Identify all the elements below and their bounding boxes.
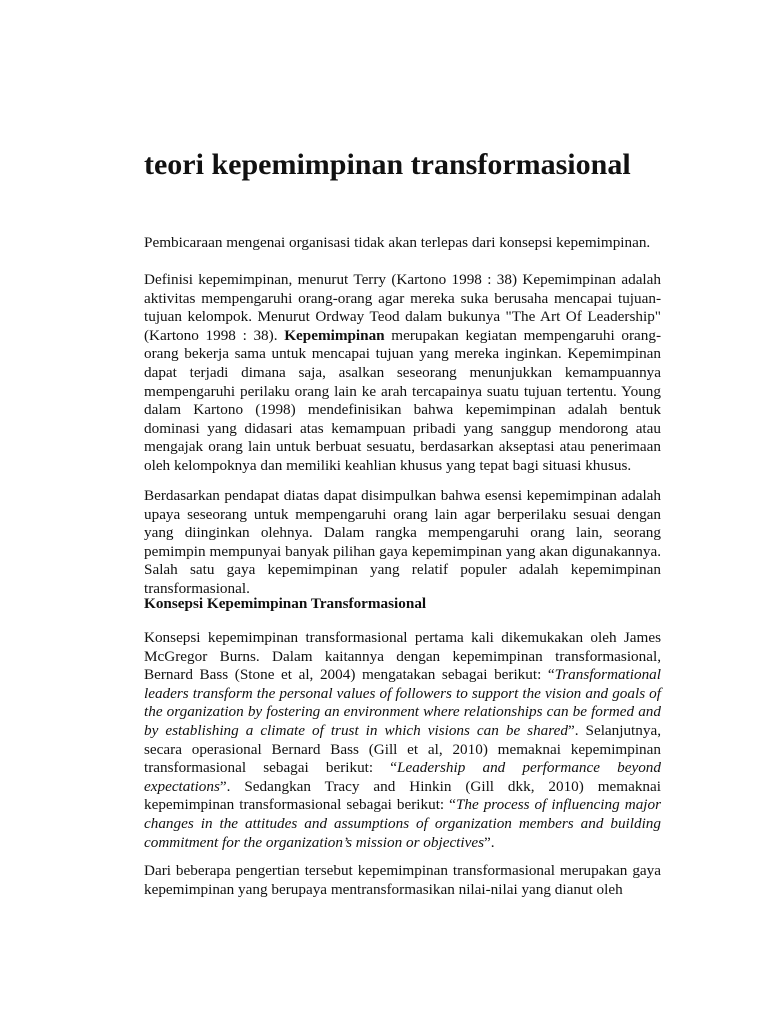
paragraph-definition-text-1: Definisi kepemimpinan, menurut Terry (Kartono 1998 : 38) Kepemimpinan adalah aktivitas mempengaruhi orang-orang agar mereka suka berusaha mencapai tujuan-tujuan kelompok. Menurut Ordway Teod dalam bukunya "The Art Of Leadership" (Kartono 1998 : 38).	[144, 271, 661, 344]
paragraph-conclusion: Berdasarkan pendapat diatas dapat disimpulkan bahwa esensi kepemimpinan adalah upaya seseorang untuk mempengaruhi orang lain agar berperilaku sesuai dengan yang diinginkan olehnya. Dalam rangka mempengaruhi orang lain, seorang pemimpin mempunyai banyak pilihan gaya kepemimpinan yang akan digunakannya. Salah satu gaya kepemimpinan yang relatif populer adalah kepemimpinan transformasional.	[144, 487, 661, 597]
paragraph-intro: Pembicaraan mengenai organisasi tidak akan terlepas dari konsepsi kepemimpinan.	[144, 234, 651, 251]
quote-bass: Transformational leaders transform the personal values of followers to support the vision and goals of the organization by fostering an environment where relationships can be formed and by establishing a climate of trust in which visions can be shared	[144, 666, 661, 739]
paragraph-definition-text-2: merupakan kegiatan mempengaruhi orang-orang bekerja sama untuk mencapai tujuan yang mereka inginkan. Kepemimpinan dapat terjadi dimana saja, asalkan seseorang menunjukkan kemampuannya mempengaruhi perilaku orang lain ke arah tercapainya suatu tujuan tertentu. Young dalam Kartono (1998) mendefinisikan bahwa kepemimpinan adalah bentuk dominasi yang didasari atas kemampuan pribadi yang sanggup mendorong atau mengajak orang lain untuk berbuat sesuatu, berdasarkan akseptasi atau penerimaan oleh kelompoknya dan memiliki keahlian khusus yang tepat bagi situasi khusus.	[144, 326, 661, 474]
section-heading: Konsepsi Kepemimpinan Transformasional	[144, 595, 427, 612]
paragraph-summary: Dari beberapa pengertian tersebut kepemimpinan transformasional merupakan gaya kepemimpinan yang berupaya mentransformasikan nilai-nilai yang dianut oleh	[144, 862, 661, 898]
paragraph-concept-text-1: Konsepsi kepemimpinan transformasional pertama kali dikemukakan oleh James McGregor Burns. Dalam kaitannya dengan kepemimpinan transformasional, Bernard Bass (Stone et al, 2004) mengatakan sebagai berikut: “	[144, 629, 661, 684]
paragraph-concept-text-2: ”. Selanjutnya, secara operasional Bernard Bass (Gill et al, 2010) memaknai kepemimpinan transformasional sebagai berikut: “	[144, 721, 662, 777]
document-title: teori kepemimpinan transformasional	[144, 148, 631, 181]
paragraph-definition	[144, 271, 661, 476]
quote-tracy-hinkin: The process of influencing major changes in the attitudes and assumptions of organization members and building commitment for the organization’s mission or objectives	[144, 796, 662, 851]
quote-bass-operational: Leadership and performance beyond expectations	[144, 759, 661, 795]
bold-term-kepemimpinan: Kepemimpinan	[284, 326, 385, 344]
paragraph-concept	[144, 629, 661, 852]
paragraph-concept-text-4: ”.	[484, 833, 495, 851]
paragraph-concept-text-3: ”. Sedangkan Tracy and Hinkin (Gill dkk, 2010) memaknai kepemimpinan transformasional sebagai berikut: “	[144, 777, 661, 814]
